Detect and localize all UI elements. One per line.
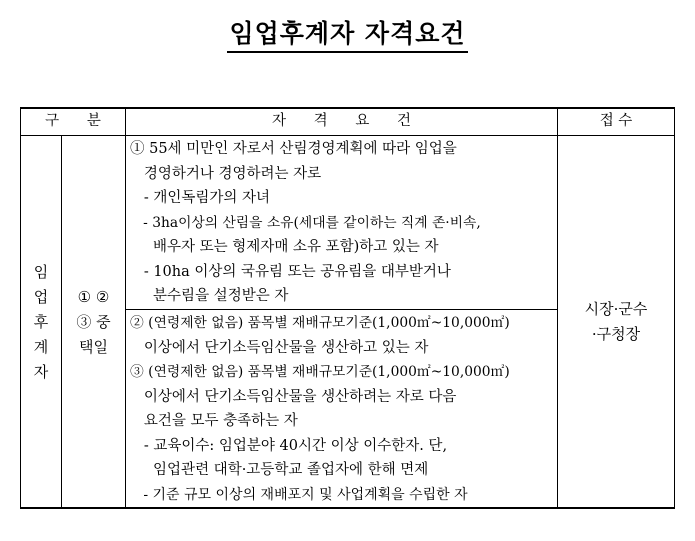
requirement-line: ② (연령제한 없음) 품목별 재배규모기준(1,000㎡~10,000㎡) (130, 315, 510, 331)
reception-cell (558, 297, 674, 347)
category-cell (21, 260, 61, 385)
reception-line: ·구청장 (591, 325, 641, 343)
requirement-separator (125, 309, 558, 310)
requirement-line: 이상에서 단기소득임산물을 생산하고 있는 자 (130, 339, 429, 356)
header-requirements: 자 격 요 건 (272, 113, 411, 129)
type-line: ③ 중 (76, 313, 111, 331)
requirement-line: 요건을 모두 충족하는 자 (130, 413, 298, 429)
requirement-line: ③ (연령제한 없음) 품목별 재배규모기준(1,000㎡~10,000㎡) (130, 364, 510, 380)
requirement-line: 분수림을 설정받은 자 (130, 288, 289, 304)
requirement-line: ① 55세 미만인 자로서 산림경영계획에 따라 임업을 (130, 141, 457, 157)
col-divider-2 (125, 107, 126, 508)
category-char: 임 (33, 263, 49, 281)
requirement-line: - 기준 규모 이상의 재배포지 및 사업계획을 수립한 자 (130, 486, 468, 503)
type-cell (62, 285, 125, 360)
requirements-block-a (130, 137, 555, 309)
category-char: 후 (33, 313, 49, 331)
requirement-line: - 개인독림가의 자녀 (130, 190, 271, 206)
header-category: 구 분 (45, 113, 101, 129)
document-title (0, 18, 695, 53)
type-line: ① ② (77, 288, 110, 306)
title-text: 임업후계자 자격요건 (227, 18, 467, 53)
requirement-line: 경영하거나 경영하려는 자로 (130, 165, 322, 182)
requirement-line: - 3ha이상의 산림을 소유(세대를 같이하는 직계 존·비속, (130, 214, 481, 231)
reception-line: 시장·군수 (584, 300, 648, 318)
requirement-line: - 교육이수: 임업분야 40시간 이상 이수한자. 단, (130, 437, 448, 454)
table-bottom-border (20, 507, 675, 509)
table-right-border (674, 107, 675, 509)
category-char: 업 (33, 288, 49, 306)
category-char: 계 (33, 338, 49, 356)
requirement-line: - 10ha 이상의 국유림 또는 공유림을 대부받거나 (130, 263, 451, 280)
requirement-line: 배우자 또는 형제자매 소유 포함)하고 있는 자 (130, 239, 439, 255)
requirement-line: 이상에서 단기소득임산물을 생산하려는 자로 다음 (130, 388, 457, 405)
type-line: 택일 (79, 338, 108, 356)
header-separator (20, 135, 675, 136)
category-char: 자 (33, 363, 49, 381)
requirement-line: 임업관련 대학·고등학교 졸업자에 한해 면제 (130, 462, 429, 478)
requirements-block-b (130, 311, 555, 507)
header-reception: 접 수 (599, 113, 633, 129)
